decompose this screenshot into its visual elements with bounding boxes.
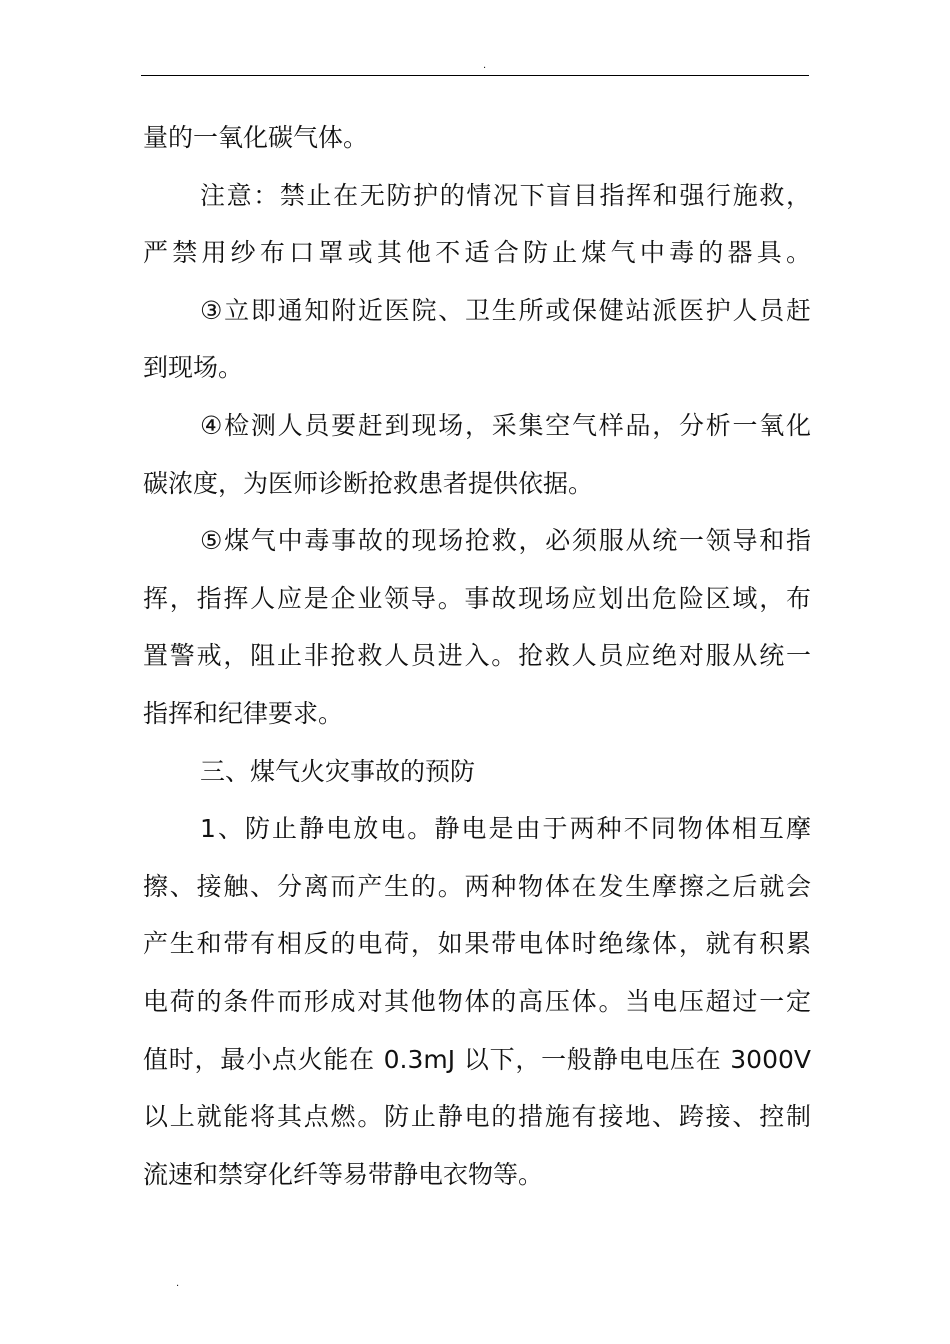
- paragraph-line: ③立即通知附近医院、卫生所或保健站派医护人员赶: [200, 295, 811, 325]
- paragraph-line: 碳浓度，为医师诊断抢救患者提供依据。: [143, 468, 594, 498]
- paragraph-line: 以上就能将其点燃。防止静电的措施有接地、跨接、控制: [143, 1102, 811, 1132]
- paragraph-line: 指挥和纪律要求。: [143, 698, 344, 728]
- paragraph-line: ④检测人员要赶到现场，采集空气样品，分析一氧化: [200, 410, 811, 440]
- section-heading: 三、煤气火灾事故的预防: [200, 756, 476, 786]
- paragraph-line: ⑤煤气中毒事故的现场抢救，必须服从统一领导和指: [200, 526, 811, 556]
- paragraph-line: 值时，最小点火能在 0.3mJ 以下，一般静电电压在 3000V: [143, 1044, 811, 1074]
- document-body: [143, 109, 811, 1203]
- header-mark: .: [483, 60, 487, 71]
- paragraph-line: 严禁用纱布口罩或其他不适合防止煤气中毒的器具。: [143, 238, 811, 268]
- paragraph-line: 量的一氧化碳气体。: [143, 123, 369, 152]
- paragraph-line: 擦、接触、分离而产生的。两种物体在发生摩擦之后就会: [143, 871, 811, 901]
- paragraph-line: 注意：禁止在无防护的情况下盲目指挥和强行施救，: [200, 180, 811, 210]
- paragraph-line: 流速和禁穿化纤等易带静电衣物等。: [143, 1159, 544, 1189]
- paragraph-line: 挥，指挥人应是企业领导。事故现场应划出危险区域，布: [143, 583, 811, 613]
- paragraph-line: 1、防止静电放电。静电是由于两种不同物体相互摩: [200, 814, 811, 844]
- paragraph-line: 到现场。: [143, 353, 244, 383]
- paragraph-line: 置警戒，阻止非抢救人员进入。抢救人员应绝对服从统一: [143, 641, 811, 671]
- footer-mark: .: [176, 1278, 180, 1289]
- paragraph-line: 产生和带有相反的电荷，如果带电体时绝缘体，就有积累: [143, 929, 811, 959]
- header-rule: [141, 75, 809, 76]
- paragraph-line: 电荷的条件而形成对其他物体的高压体。当电压超过一定: [143, 986, 811, 1016]
